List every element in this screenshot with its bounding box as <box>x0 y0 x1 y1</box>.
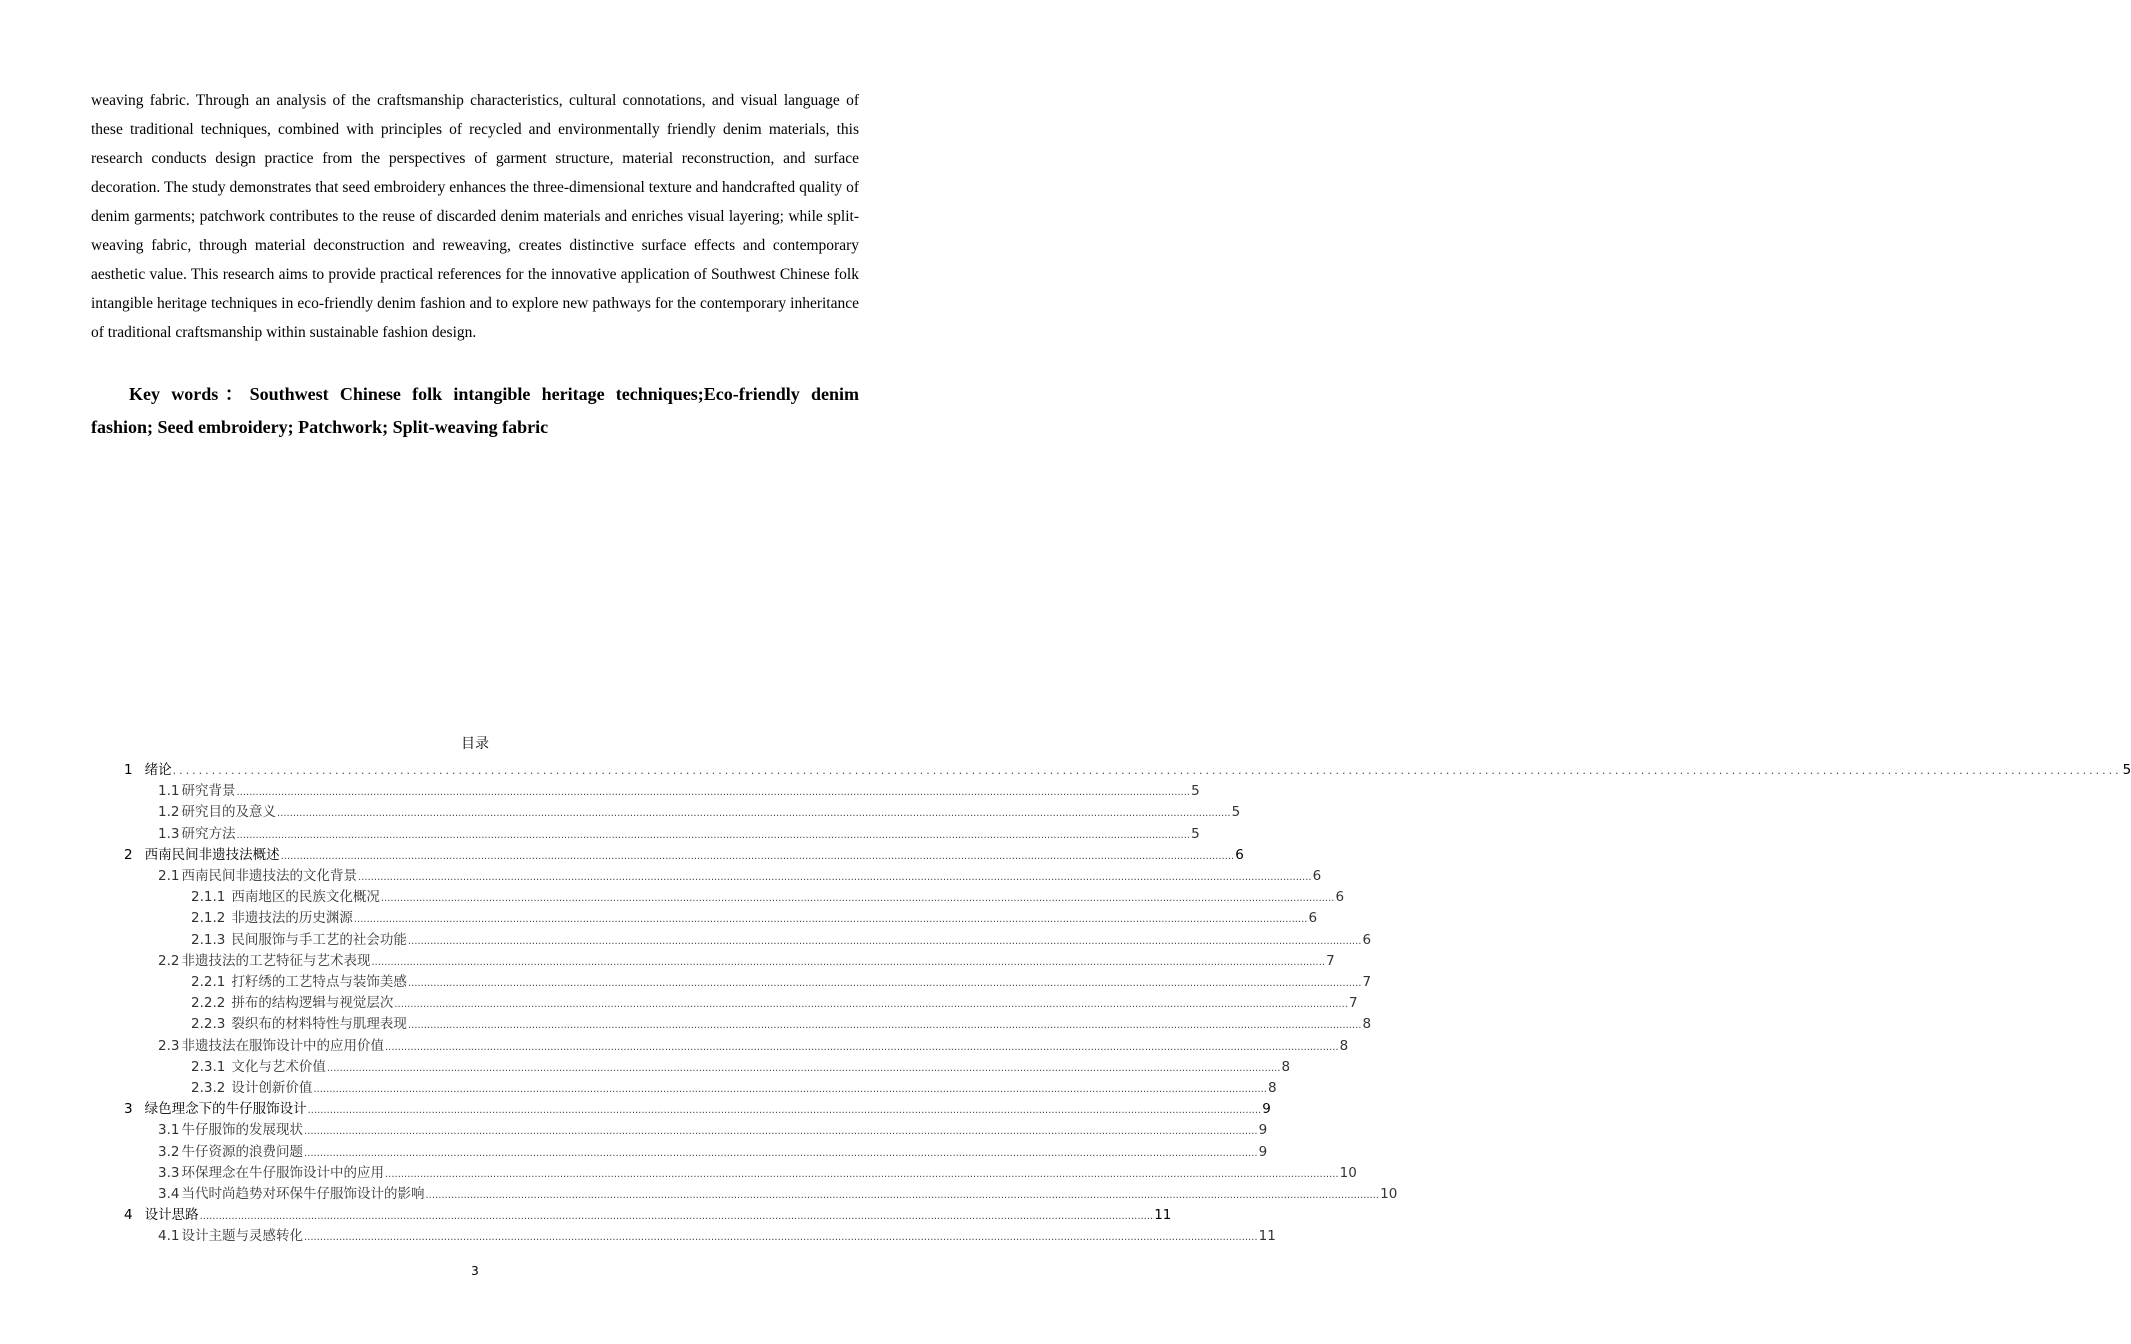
toc-entry-title: 非遗技法的工艺特征与艺术表现 <box>181 952 371 969</box>
toc-entry-page: 5 <box>1191 783 1200 800</box>
toc-leader-dots: ............................................................................................................................................................................................................................................................................................................ <box>276 808 1231 820</box>
toc-entry-page: 9 <box>1262 1101 1271 1118</box>
toc-entry-title: 非遗技法的历史渊源 <box>231 910 353 927</box>
toc-leader-dots: ............................................................................................................................................................................................................................................................................................................ <box>394 999 1348 1011</box>
toc-leader-dots: ............................................................................................................................................................................................................................................................................................................ <box>407 935 1362 947</box>
toc-entry[interactable] <box>158 781 1200 802</box>
toc-leader-dots: ............................................................................................................................................................................................................................................................................................................ <box>303 1147 1258 1159</box>
toc-entry-number: 4.1 <box>158 1228 180 1245</box>
toc-entry-title: 绿色理念下的牛仔服饰设计 <box>144 1101 307 1118</box>
toc-entry-number: 3.3 <box>158 1164 180 1181</box>
toc-entry-number: 2.2 <box>158 952 180 969</box>
toc-entry-title: 西南民间非遗技法概述 <box>144 846 280 863</box>
toc-entry-number: 2.1 <box>158 868 180 884</box>
toc-entry-number: 2 <box>124 846 133 863</box>
toc-entry-title: 当代时尚趋势对环保牛仔服饰设计的影响 <box>181 1186 425 1202</box>
toc-entry-title: 研究背景 <box>181 783 236 800</box>
toc-leader-dots: ............................................................................................................................................................................................................................................................................................................ <box>313 1084 1267 1095</box>
toc-entry-number: 3.1 <box>158 1122 180 1139</box>
toc-leader-dots: ............................................................................................................................................................................................................................................................................................................ <box>280 850 1235 862</box>
toc-leader-dots: ............................................................................................................................................................................................................................................................................................................ <box>307 1105 1262 1117</box>
toc-leader-dots: ............................................................................................................................................................................................................................................................................................................ <box>199 1211 1154 1223</box>
toc-entry-page: 5 <box>1231 804 1241 821</box>
toc-entry[interactable] <box>191 1078 1277 1099</box>
toc-entry-number: 2.3 <box>158 1037 180 1054</box>
toc-entry-title: 西南地区的民族文化概况 <box>231 889 380 906</box>
toc-entry-number: 2.3.2 <box>191 1080 226 1096</box>
toc-entry-page: 11 <box>1154 1207 1172 1224</box>
toc-entry[interactable] <box>158 1163 1357 1184</box>
toc-entry-number: 2.2.1 <box>191 974 226 990</box>
toc-entry[interactable] <box>158 824 1200 845</box>
toc-entry-page: 5 <box>2122 762 2131 778</box>
toc-entry-page: 10 <box>1380 1186 1398 1202</box>
toc-entry-title: 裂织布的材料特性与肌理表现 <box>231 1016 407 1033</box>
toc-entry-number: 2.1.3 <box>191 931 226 948</box>
toc-entry-page: 10 <box>1339 1164 1357 1181</box>
toc-entry[interactable] <box>158 866 1322 887</box>
toc-entry[interactable] <box>191 972 1372 993</box>
toc-leader-dots: ............................................................................................................................................................................................................................................................................................................ <box>326 1062 1281 1074</box>
toc-entry-title: 设计创新价值 <box>231 1080 313 1096</box>
toc-entry-number: 1.1 <box>158 783 180 800</box>
toc-leader-dots: ............................................................................................................................................................................................................................................................................................................ <box>236 829 1191 841</box>
toc-entry-title: 环保理念在牛仔服饰设计中的应用 <box>181 1164 384 1181</box>
toc-entry[interactable] <box>191 908 1318 929</box>
toc-entry[interactable] <box>191 887 1345 908</box>
toc-leader-dots: ............................................................................................................................................................................................................................................................................................................ <box>384 1168 1339 1180</box>
toc-leader-dots: ............................................................................................................................................................................................................................................................................................................ <box>303 1126 1258 1138</box>
toc-entry-number: 1 <box>124 762 133 778</box>
toc-entry-page: 6 <box>1312 868 1322 884</box>
toc-entry-page: 8 <box>1339 1037 1349 1054</box>
toc-entry-page: 7 <box>1326 952 1335 969</box>
toc-entry-title: 拼布的结构逻辑与视觉层次 <box>231 995 394 1012</box>
toc-entry[interactable] <box>191 993 1358 1014</box>
toc-entry-page: 5 <box>1191 825 1200 842</box>
toc-entry[interactable] <box>124 845 1244 866</box>
toc-entry-number: 2.3.1 <box>191 1058 226 1075</box>
toc-entry-page: 8 <box>1267 1080 1277 1096</box>
toc-leader-dots: ............................................................................................................................................................................................................................................................................................................ <box>384 1041 1339 1053</box>
toc-entry-title: 研究方法 <box>181 825 236 842</box>
toc-leader-dots: ............................................................................................................................................................................................................................................................................................................ <box>407 1020 1362 1032</box>
toc-entry[interactable] <box>191 1057 1291 1078</box>
toc-leader-dots: ............................................................................................................................................................................................................................................................................................................ <box>236 787 1191 799</box>
toc-entry[interactable] <box>158 951 1335 972</box>
toc-entry-number: 3.4 <box>158 1186 180 1202</box>
toc-entry-title: 绪论 <box>144 762 172 778</box>
toc-entry-page: 9 <box>1258 1143 1268 1160</box>
toc-entry-title: 文化与艺术价值 <box>231 1058 326 1075</box>
toc-entry-number: 3.2 <box>158 1143 180 1160</box>
toc-entry[interactable] <box>158 1142 1268 1163</box>
toc-leader-dots: ............................................................................................................................................................................................................................................................................................................ <box>353 914 1308 926</box>
toc-entry-page: 7 <box>1362 974 1372 990</box>
toc-entry-page: 8 <box>1281 1058 1291 1075</box>
abstract-paragraph: weaving fabric. Through an analysis of the craftsmanship characteristics, cultural connotations, and visual language of these traditional techniques, combined with principles of recycled and environmentally friendly denim materials, this research conducts design practice from the perspectives of garment structure, material reconstruction, and surface decoration. The study demonstrates that seed embroidery enhances the three-dimensional texture and handcrafted quality of denim garments; patchwork contributes to the reuse of discarded denim materials and enriches visual layering; while split-weaving fabric, through material deconstruction and reweaving, creates distinctive surface effects and contemporary aesthetic value. This research aims to provide practical references for the innovative application of Southwest Chinese folk intangible heritage techniques in eco-friendly denim fashion and to explore new pathways for the contemporary inheritance of traditional craftsmanship within sustainable fashion design. <box>91 92 859 341</box>
toc-entry-page: 6 <box>1335 889 1345 906</box>
toc-entry-page: 6 <box>1235 846 1244 863</box>
toc-entry[interactable] <box>158 1184 1398 1205</box>
toc-entry[interactable] <box>124 760 2131 781</box>
toc-entry-title: 西南民间非遗技法的文化背景 <box>181 868 357 884</box>
toc-entry-title: 民间服饰与手工艺的社会功能 <box>231 931 407 948</box>
toc-entry-title: 研究目的及意义 <box>181 804 276 821</box>
toc-entry-page: 6 <box>1308 910 1318 927</box>
toc-leader-dots: ............................................................................................................................................................................................................................................................................................................ <box>303 1232 1258 1244</box>
toc-entry-title: 设计主题与灵感转化 <box>181 1228 303 1245</box>
toc-entry-number: 4 <box>124 1207 133 1224</box>
toc-entry-number: 1.3 <box>158 825 180 842</box>
toc-entry-title: 非遗技法在服饰设计中的应用价值 <box>181 1037 384 1054</box>
toc-entry-title: 牛仔资源的浪费问题 <box>181 1143 303 1160</box>
toc-entry-page: 11 <box>1258 1228 1276 1245</box>
toc-leader-dots: ............................................................................................................................................................................................................................................................................................................ <box>380 893 1335 905</box>
toc-entry[interactable] <box>158 1036 1349 1057</box>
keywords-paragraph: Key words：Southwest Chinese folk intangible heritage techniques;Eco-friendly denim fashion; Seed embroidery; Patchwork; Split-weaving fabric <box>91 384 859 437</box>
toc-leader-dots: ............................................................................................................................................................................................................................................................................................................ <box>407 978 1362 989</box>
toc-entry-page: 7 <box>1348 995 1358 1012</box>
toc-entry-page: 9 <box>1258 1122 1268 1139</box>
toc-entry-number: 1.2 <box>158 804 180 821</box>
toc-entry-page: 6 <box>1362 931 1372 948</box>
toc-entry-title: 牛仔服饰的发展现状 <box>181 1122 303 1139</box>
toc-entry[interactable] <box>191 1014 1372 1035</box>
toc-leader-dots: ............................................................................................................................................................................................................................................................................................................ <box>172 764 2122 777</box>
toc-entry-title: 打籽绣的工艺特点与装饰美感 <box>231 974 407 990</box>
toc-entry[interactable] <box>158 1226 1276 1247</box>
toc-entry[interactable] <box>124 1205 1172 1226</box>
toc-entry-number: 2.2.2 <box>191 995 226 1012</box>
toc-entry-number: 2.2.3 <box>191 1016 226 1033</box>
toc-entry-page: 8 <box>1362 1016 1372 1033</box>
toc-entry-number: 3 <box>124 1101 133 1118</box>
toc-entry[interactable] <box>158 802 1241 823</box>
toc-leader-dots: ............................................................................................................................................................................................................................................................................................................ <box>357 872 1312 883</box>
toc-leader-dots: ............................................................................................................................................................................................................................................................................................................ <box>425 1190 1380 1201</box>
toc-entry[interactable] <box>124 1099 1271 1120</box>
toc-entry-number: 2.1.2 <box>191 910 226 927</box>
toc-entry-title: 设计思路 <box>144 1207 199 1224</box>
page-number: 3 <box>471 1264 479 1278</box>
toc-entry-number: 2.1.1 <box>191 889 226 906</box>
toc-entry[interactable] <box>158 1120 1268 1141</box>
toc-entry[interactable] <box>191 930 1372 951</box>
toc-title: 目录 <box>461 736 489 752</box>
toc-leader-dots: ............................................................................................................................................................................................................................................................................................................ <box>371 956 1326 968</box>
